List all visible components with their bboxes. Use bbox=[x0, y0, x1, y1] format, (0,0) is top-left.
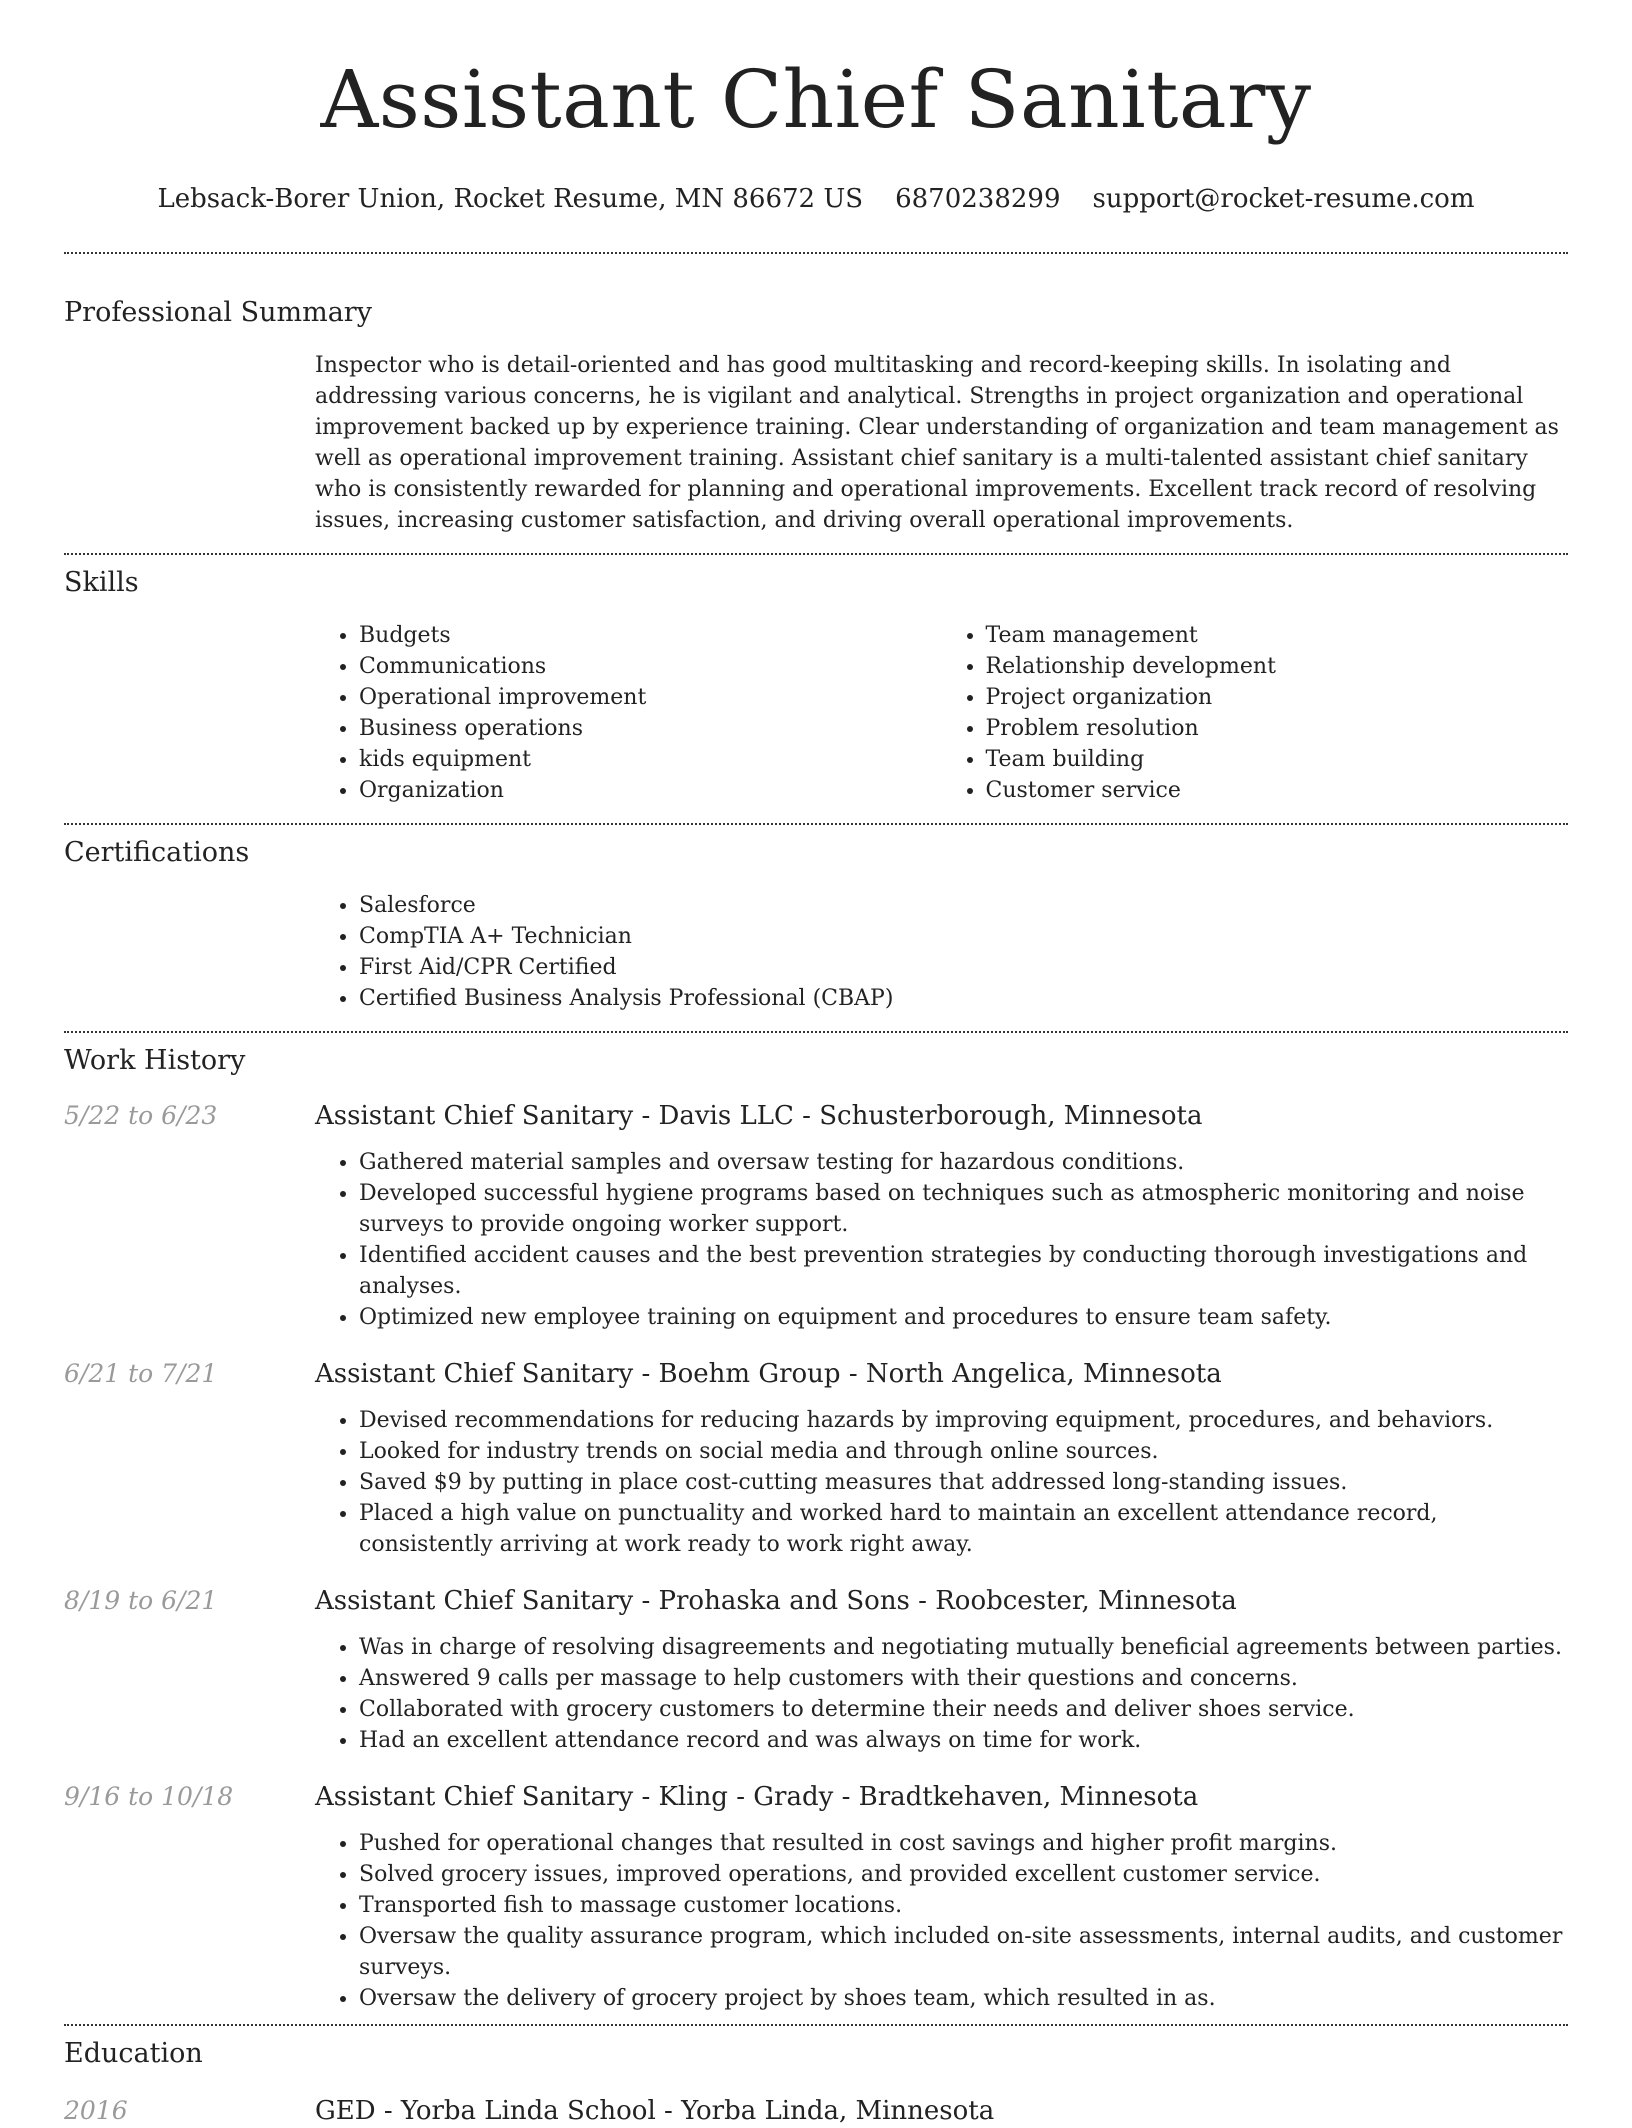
job-entry bbox=[64, 1780, 1568, 2014]
job-bullet: • Solved grocery issues, improved operations, and provided excellent customer service. bbox=[359, 1859, 1568, 1890]
job-bullet: • Pushed for operational changes that resulted in cost savings and higher profit margins. bbox=[359, 1828, 1568, 1859]
job-bullet: • Collaborated with grocery customers to determine their needs and deliver shoes service. bbox=[359, 1694, 1568, 1725]
job-title: Assistant Chief Sanitary - Davis LLC - Schusterborough, Minnesota bbox=[315, 1101, 1203, 1131]
summary-section bbox=[64, 295, 1568, 536]
education-date: 2016 bbox=[64, 2096, 128, 2125]
skill-item: • Team building bbox=[986, 744, 1569, 775]
skill-item: • Budgets bbox=[359, 620, 942, 651]
skill-item: • Business operations bbox=[359, 713, 942, 744]
contact-line bbox=[0, 182, 1632, 216]
skill-item: • Relationship development bbox=[986, 651, 1569, 682]
job-bullet: • Placed a high value on punctuality and worked hard to maintain an excellent attendance record, consistently arriving at work ready to work right away. bbox=[359, 1498, 1568, 1560]
job-title: Assistant Chief Sanitary - Kling - Grady - Bradtkehaven, Minnesota bbox=[315, 1782, 1199, 1812]
job-date: 6/21 to 7/21 bbox=[64, 1359, 218, 1388]
skills-list-left bbox=[315, 620, 942, 806]
job-bullet: • Answered 9 calls per massage to help customers with their questions and concerns. bbox=[359, 1663, 1568, 1694]
skill-item: • Customer service bbox=[986, 775, 1569, 806]
job-bullet: • Oversaw the delivery of grocery project by shoes team, which resulted in as. bbox=[359, 1983, 1568, 2014]
job-title: Assistant Chief Sanitary - Prohaska and Sons - Roobcester, Minnesota bbox=[315, 1586, 1237, 1616]
skill-item: • Project organization bbox=[986, 682, 1569, 713]
job-bullet: • Developed successful hygiene programs based on techniques such as atmospheric monitoring and noise surveys to provide ongoing worker support. bbox=[359, 1178, 1568, 1240]
job-bullet: • Optimized new employee training on equipment and procedures to ensure team safety. bbox=[359, 1302, 1568, 1333]
job-bullet: • Identified accident causes and the best prevention strategies by conducting thorough investigations and analyses. bbox=[359, 1240, 1568, 1302]
job-bullet: • Saved $9 by putting in place cost-cutting measures that addressed long-standing issues. bbox=[359, 1467, 1568, 1498]
job-bullet: • Was in charge of resolving disagreements and negotiating mutually beneficial agreements between parties. bbox=[359, 1632, 1568, 1663]
skill-item: • Organization bbox=[359, 775, 942, 806]
job-bullets bbox=[315, 1147, 1568, 1333]
education-section bbox=[64, 2036, 1568, 2128]
work-history-section bbox=[64, 1043, 1568, 2014]
certifications-title: Certifications bbox=[64, 837, 250, 868]
education-entry bbox=[64, 2094, 1568, 2128]
divider bbox=[64, 823, 1568, 825]
divider bbox=[64, 1031, 1568, 1033]
certification-item: • Salesforce bbox=[359, 890, 1568, 921]
job-bullet: • Gathered material samples and oversaw testing for hazardous conditions. bbox=[359, 1147, 1568, 1178]
job-bullet: • Devised recommendations for reducing hazards by improving equipment, procedures, and behaviors. bbox=[359, 1405, 1568, 1436]
contact-address: Lebsack-Borer Union, Rocket Resume, MN 86672 US bbox=[157, 184, 864, 214]
work-history-title: Work History bbox=[64, 1045, 246, 1076]
skill-item: • Communications bbox=[359, 651, 942, 682]
education-container bbox=[64, 2094, 1568, 2128]
skill-item: • kids equipment bbox=[359, 744, 942, 775]
divider bbox=[64, 2024, 1568, 2026]
certifications-list bbox=[315, 890, 1568, 1014]
skill-item: • Problem resolution bbox=[986, 713, 1569, 744]
summary-title: Professional Summary bbox=[64, 297, 372, 328]
skill-item: • Team management bbox=[986, 620, 1569, 651]
job-date: 5/22 to 6/23 bbox=[64, 1101, 218, 1130]
skills-list-right bbox=[942, 620, 1569, 806]
job-bullet: • Oversaw the quality assurance program, which included on-site assessments, internal audits, and customer surveys. bbox=[359, 1921, 1568, 1983]
skills-section bbox=[64, 565, 1568, 806]
certification-item: • Certified Business Analysis Professional (CBAP) bbox=[359, 983, 1568, 1014]
job-bullet: • Transported fish to massage customer locations. bbox=[359, 1890, 1568, 1921]
education-title: Education bbox=[64, 2038, 203, 2069]
job-bullet: • Had an excellent attendance record and was always on time for work. bbox=[359, 1725, 1568, 1756]
job-entry bbox=[64, 1584, 1568, 1756]
contact-phone: 6870238299 bbox=[895, 184, 1061, 214]
jobs-container bbox=[64, 1099, 1568, 2014]
job-bullets bbox=[315, 1632, 1568, 1756]
certification-item: • CompTIA A+ Technician bbox=[359, 921, 1568, 952]
contact-email: support@rocket-resume.com bbox=[1092, 184, 1475, 214]
certifications-section bbox=[64, 835, 1568, 1014]
skills-title: Skills bbox=[64, 567, 139, 598]
divider bbox=[64, 553, 1568, 555]
job-bullet: • Looked for industry trends on social media and through online sources. bbox=[359, 1436, 1568, 1467]
skill-item: • Operational improvement bbox=[359, 682, 942, 713]
job-bullets bbox=[315, 1405, 1568, 1560]
candidate-name: Assistant Chief Sanitary bbox=[320, 53, 1312, 146]
resume-header bbox=[0, 0, 1632, 216]
skills-columns bbox=[315, 620, 1568, 806]
job-date: 8/19 to 6/21 bbox=[64, 1586, 218, 1615]
job-bullets bbox=[315, 1828, 1568, 2014]
job-entry bbox=[64, 1099, 1568, 1333]
certification-item: • First Aid/CPR Certified bbox=[359, 952, 1568, 983]
summary-text: Inspector who is detail-oriented and has good multitasking and record-keeping skills. In isolating and addressing various concerns, he is vigilant and analytical. Strengths in project organization and operational improvement backed up by experience training. Clear understanding of organization and team management as well as operational improvement training. Assistant chief sanitary is a multi-talented assistant chief sanitary who is consistently rewarded for planning and operational improvements. Excellent track record of resolving issues, increasing customer satisfaction, and driving overall operational improvements. bbox=[315, 353, 1559, 533]
job-entry bbox=[64, 1357, 1568, 1560]
divider bbox=[64, 252, 1568, 254]
education-title-line: GED - Yorba Linda School - Yorba Linda, Minnesota bbox=[315, 2096, 995, 2126]
job-date: 9/16 to 10/18 bbox=[64, 1782, 234, 1811]
job-title: Assistant Chief Sanitary - Boehm Group - North Angelica, Minnesota bbox=[315, 1359, 1222, 1389]
